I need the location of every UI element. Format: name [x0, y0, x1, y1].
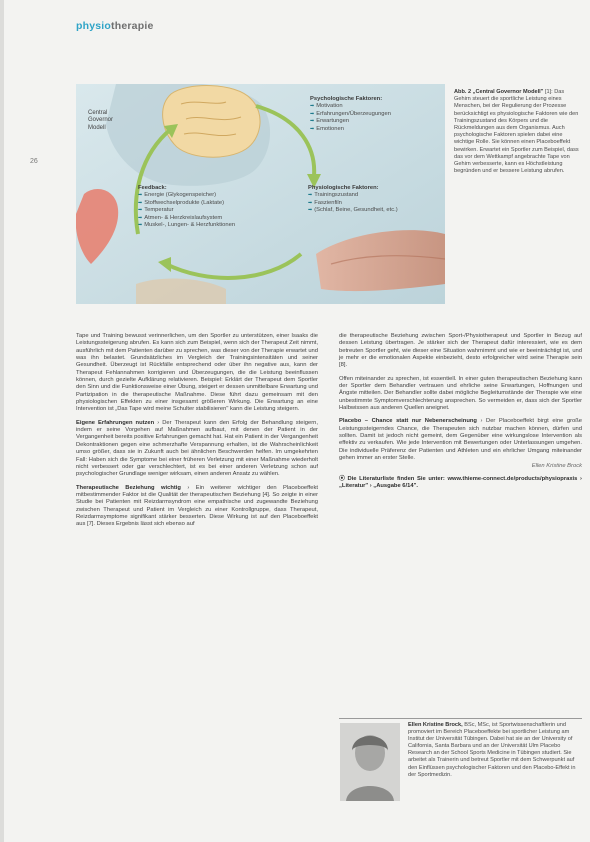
bio-divider [339, 718, 582, 719]
psych-item: ➡ Emotionen [310, 126, 440, 133]
paragraph: die therapeutische Beziehung zwischen Sport-/Physiotherapeut und Sportler in Bezug auf dessen Leistung übertragen. Je stärker sich der Therapeut dafür interessiert, wie es dem betreuten Sportler geht, wie dieser eine Situation wahrnimmt und wie er beeinträchtigt ist, und je mehr er die emotionalen Aspekte einbezieht, desto erfolgreicher wird seine Therapie sein [8]. [339, 333, 582, 369]
paragraph: Tape und Training bewusst verinnerlichen, um den Sportler zu unterstützen, einer Isaaks die Leistungssteigerung abrufen. Es kann sich zum Beispiel, wenn sich der Therapeut Zeit nimmt, ausführlich mit dem Patienten darüber zu sprechen, was dieser von der Therapie erwartet und was ihn belastet. Grundsätzliches im Vergleich der Trainingsintensitäten und seiner Gesundheit. Überzeugt ist Rückfälle entsprechend oder über ihn negative aus, kann der Therapeut Fehlannahmen korrigieren und Überzeugungen, die die Leistung beeinflussen können, durch gezielte Aufklärung relativieren. Beispiel: Erklärt der Therapeut dem Sportler den Sinn und die Funktionsweise einer Übung, steigert er dessen unmittelbare Erwartung und Partizipation in die therapeutische Maßnahme. Diese führt dazu gemeinsam mit den physiologischen Effekten zu einer insgesamt größeren Wirkung. Die Erwartung an eine Intervention ist „Das Tape wird meine Schulter stabilisieren" kann die Leistung steigern. [76, 333, 318, 413]
caption-title: Abb. 2 „Central Governor Modell" [454, 89, 544, 95]
brain-shape [163, 86, 260, 158]
feedback-factors [138, 185, 288, 229]
feedback-item: ➡ Muskel-, Lungen- & Herzfunktionen [138, 222, 288, 229]
page-number: 26 [30, 158, 38, 165]
central-governor-figure [76, 84, 445, 304]
page-edge [0, 0, 4, 842]
psych-title: Psychologische Faktoren: [310, 96, 383, 102]
physio-item: ➡ Trainingszustand [308, 192, 443, 199]
paragraph-lead: Eigene Erfahrungen nutzen [76, 419, 155, 426]
psych-factors [310, 96, 440, 133]
header-therapie: therapie [111, 20, 154, 32]
physio-item: ➡ Faszienfiln [308, 200, 443, 207]
author-bio [408, 722, 582, 779]
paragraph-lead: Therapeutische Beziehung wichtig [76, 484, 181, 491]
paragraph-lead: Placebo – Chance statt nur Nebenerscheinung [339, 418, 477, 425]
paragraph: Therapeutische Beziehung wichtig › Ein weiterer wichtiger den Placeboeffekt mitbestimmender Faktor ist die Qualität der therapeutischen Beziehung [4]. So zeigte in einer Studie bei Patienten mit Reizdarmsyndrom eine empathische und zugewandte Beziehung zwischen Therapeut und Patient im Vergleich zu einer Kontrollgruppe, dass Therapeut, Reizdarmsymptome signifikant stärker besserten. Diese Wirkung ist auf den Placeboeffekt aus [7]. Dieses Ergebnis lässt sich ebenso auf [76, 484, 318, 528]
literature-note: ⦿ Die Literaturliste finden Sie unter: www.thieme-connect.de/products/physiopraxis › „Literatur" › „Ausgabe 6/14". [339, 475, 582, 490]
caption-text: [1]: Das Gehirn steuert die sportliche Leistung eines Menschen, bei der Regulierung der Prozesse berücksichtigt es physiologische Faktoren wie den Trainingszustand des Körpers und die Rückmeldungen aus dem Organismus. Auch psychologische Faktoren spielen dabei eine wichtige Rolle. Sie können einen Placeboeffekt bewirken. Erwartet ein Sportler zum Beispiel, dass das vor dem Wettkampf angebrachte Tape von Gehirn verbesserte, kann es Höchstleistung begründen und er bessere Leistung abrufen. [454, 89, 579, 175]
bio-name: Ellen Kristine Brock, [408, 722, 463, 728]
physio-title: Physiologische Faktoren: [308, 185, 379, 191]
figure-caption [454, 89, 582, 175]
psych-item: ➡ Motivation [310, 103, 440, 110]
author-signature: Ellen Kristine Brock [531, 462, 582, 469]
psych-item: ➡ Erwartungen [310, 118, 440, 125]
central-governor-label: Central Governor Modell [88, 110, 114, 131]
feedback-title: Feedback: [138, 185, 167, 191]
author-photo [340, 723, 400, 801]
paragraph: Placebo – Chance statt nur Nebenerscheinung › Der Placeboeffekt birgt eine große Leistungssteigerndes Chance, die Therapeuten sich nutzbar machen können, dürfen und sollten. Damit ist jedoch nicht gemeint, dem Gegenüber eine wirkungslose Intervention als effektiv zu verkaufen. Wie jede Intervention mit Bewertungen oder Unterlassungen umgehen. Die individuelle Präferenz der Patienten und Athleten und ein ehrlicher Umgang miteinander gehen immer an erster Stelle. Ellen Kristine Brock [339, 418, 582, 469]
header-physio: physio [76, 20, 112, 32]
feedback-item: ➡ Temperatur [138, 207, 288, 214]
right-column [339, 333, 582, 497]
paragraph: Eigene Erfahrungen nutzen › Der Therapeut kann den Erfolg der Behandlung steigern, indem er seine Vorgehen auf Maßnahmen aufbaut, mit denen der Patient in der Vergangenheit bereits positive Erfahrungen gemacht hat. Hat ein Patient in der Vergangenheit Dekontraktionen gegen eine schmerzhafte Verspannung erhalten, ist die Wahrscheinlichkeit umso größer, dass sie in Zukunft auch bei ähnlichen Beschwerden helfen. Im umgekehrten Fall: Haben sich die Symptome bei einer früheren Verletzung mit einer Maßnahme wiederholt nicht verbessert oder gar verschlechtert, ist es bei einer anderen Verletzung schon auf psychologischer Grundlage weniger wirksam, einen anderen Ansatz zu wählen. [76, 419, 318, 478]
physio-factors [308, 185, 443, 215]
feedback-item: ➡ Energie (Glykogenspeicher) [138, 192, 288, 199]
physio-item: ➡ (Schlaf, Beine, Gesundheit, etc.) [308, 207, 443, 214]
bio-text: BSc, MSc, ist Sportwissenschaftlerin und promoviert im Bereich Placeboeffekte bei sportlicher Leistung am Institut der Universität Tübingen. Dabei hat sie an der University of California, Santa Barbara und an der Universität Ulm Placebo Research an der School Sports Medicine in Tübingen studiert. Sie arbeitet als Trainerin und betreut Sportler mit dem Schwerpunkt auf den Einflüssen psychologischer Faktoren und den Placebo-Effekt in der Sportmedizin. [408, 722, 576, 778]
left-column [76, 333, 318, 535]
psych-item: ➡ Erfahrungen/Überzeugungen [310, 111, 440, 118]
section-header [76, 20, 154, 32]
feedback-item: ➡ Atmen- & Herzkreislaufsystem [138, 215, 288, 222]
paragraph: Offen miteinander zu sprechen, ist essentiell. In einer guten therapeutischen Beziehung kann der Sportler dem Behandler vertrauen und ehrliche seine Erwartungen, Hoffnungen und Ängste mitteilen. Der Behandler sollte dabei mögliche Begleitumstände der Therapie wie eine unbestimmte Symptomverschlechterung ansprechen. So vermeiden er, dass sich der Sportler Halbwissen aus anderen Quellen aneignet. [339, 375, 582, 412]
feedback-item: ➡ Stoffwechselprodukte (Laktate) [138, 200, 288, 207]
